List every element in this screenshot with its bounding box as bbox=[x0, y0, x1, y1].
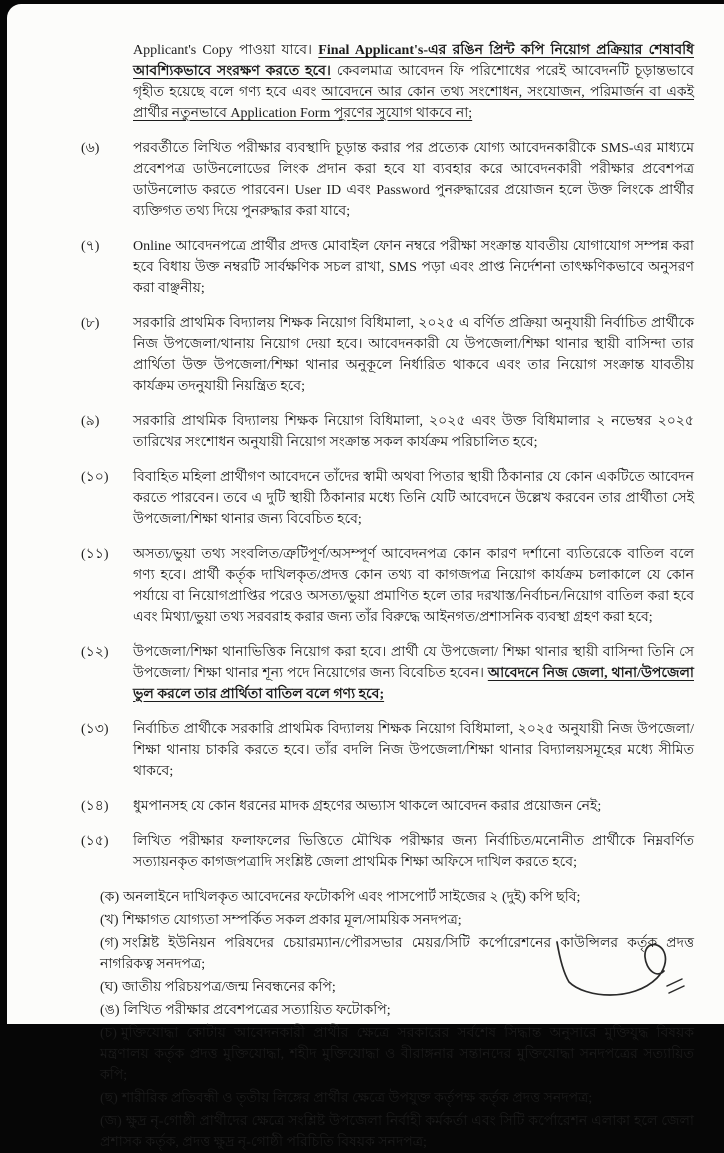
subitem-label: (গ) bbox=[100, 936, 119, 951]
intro-paragraph bbox=[133, 40, 694, 124]
item-text bbox=[133, 414, 694, 450]
list-item bbox=[81, 467, 694, 530]
text-segment: আবেদনে নিজ জেলা, থানা/উপজেলা ভুল করলে তার প্রার্থিতা বাতিল বলে গণ্য হবে; bbox=[133, 666, 694, 702]
text-segment: Final Applicant's-এর রঙিন প্রিন্ট কপি নিয়োগ প্রক্রিয়ার শেষাবধি আবশ্যিকভাবে সংরক্ষণ করতে হবে। bbox=[133, 43, 694, 79]
text-segment: অসত্য/ভুয়া তথ্য সংবলিত/ত্রুটিপূর্ণ/অসম্পূর্ণ আবেদনপত্র কোন কারণ দর্শানো ব্যতিরেকে বাতিল বলে গণ্য হবে। প্রার্থী কর্তৃক দাখিলকৃত/প্রদত্ত কোন তথ্য বা কাগজপত্র নিয়োগ কার্যক্রম চলাকালে যে কোন পর্যায়ে বা নিয়োগপ্রাপ্তির পরেও অসত্য/ভুয়া প্রমাণিত হলে তার দরখাস্ত/নির্বাচন/নিয়োগ বাতিল করা হবে এবং মিথ্যা/ভুয়া তথ্য সরবরাহ করার জন্য তাঁর বিরুদ্ধে আইনগত/প্রশাসনিক ব্যবস্থা গ্রহণ করা হবে; bbox=[133, 547, 694, 625]
item-number: (১৩) bbox=[81, 722, 109, 737]
subitem-text: শারীরিক প্রতিবন্ধী ও তৃতীয় লিঙ্গের প্রার্থীর ক্ষেত্রে উপযুক্ত কর্তৃপক্ষ কর্তৃক প্রদত্ত সনদপত্র; bbox=[121, 1091, 593, 1106]
item-text bbox=[133, 470, 694, 527]
text-segment: Applicant's Copy পাওয়া যাবে। bbox=[133, 43, 319, 58]
item-number: (১০) bbox=[81, 470, 109, 485]
subitem-label: (খ) bbox=[100, 913, 119, 928]
subitem-text: জাতীয় পরিচয়পত্র/জন্ম নিবন্ধনের কপি; bbox=[121, 980, 336, 995]
text-segment: Online আবেদনপত্রে প্রার্থীর প্রদত্ত মোবাইল ফোন নম্বরে পরীক্ষা সংক্রান্ত যাবতীয় যোগাযোগ সম্পন্ন করা হবে বিধায় উক্ত নম্বরটি সার্বক্ষণিক সচল রাখা, SMS পড়া এবং প্রাপ্ত নির্দেশনা তাৎক্ষণিকভাবে অনুসরণ করা বাঞ্ছনীয়; bbox=[133, 239, 694, 296]
list-item bbox=[81, 796, 694, 817]
subitem-text: ক্ষুদ্র নৃ-গোষ্ঠী প্রার্থীদের ক্ষেত্রে সংশ্লিষ্ট উপজেলা নির্বাহী কর্মকর্তা এবং সিটি কর্পোরেশন এলাকা হলে জেলা প্রশাসক কর্তৃক, প্রদত্ত ক্ষুদ্র নৃ-গোষ্ঠী পরিচিতি বিষয়ক সনদপত্র; bbox=[100, 1114, 694, 1150]
subitem-label: (ক) bbox=[100, 890, 120, 905]
item-text bbox=[133, 722, 694, 779]
sub-list-item bbox=[100, 1111, 694, 1153]
text-segment: সরকারি প্রাথমিক বিদ্যালয় শিক্ষক নিয়োগ বিধিমালা, ২০২৫ এ বর্ণিত প্রক্রিয়া অনুযায়ী নির্বাচিত প্রার্থীকে নিজ উপজেলা/থানায় নিয়োগ দেয়া হবে। আবেদনকারী যে উপজেলা/শিক্ষা থানার স্থায়ী বাসিন্দা তার প্রার্থিতা উক্ত উপজেলা/শিক্ষা থানার অনুকূলে নির্ধারিত থাকবে এবং তার নিয়োগ সংক্রান্ত যাবতীয় কার্যক্রম তদনুযায়ী নিয়ন্ত্রিত হবে; bbox=[133, 316, 694, 394]
sub-list-item bbox=[100, 910, 694, 931]
text-segment: কেবলমাত্র আবেদন ফি পরিশোধের পরেই আবেদনটি চূড়ান্তভাবে গৃহীত হয়েছে বলে গণ্য হবে এবং bbox=[133, 64, 694, 100]
list-item bbox=[81, 313, 694, 397]
item-number: (৯) bbox=[81, 414, 100, 429]
item-text bbox=[133, 547, 694, 625]
subitem-label: (জ) bbox=[100, 1114, 122, 1129]
subitem-label: (চ) bbox=[100, 1026, 117, 1041]
numbered-clause-list bbox=[81, 138, 694, 873]
list-item bbox=[81, 544, 694, 628]
item-number: (৭) bbox=[81, 239, 100, 254]
item-text bbox=[133, 316, 694, 394]
text-segment: সরকারি প্রাথমিক বিদ্যালয় শিক্ষক নিয়োগ বিধিমালা, ২০২৫ এবং উক্ত বিধিমালার ২ নভেম্বর ২০২৫ তারিখের সংশোধন অনুযায়ী নিয়োগ সংক্রান্ত সকল কার্যক্রম পরিচালিত হবে; bbox=[133, 414, 694, 450]
subitem-text: সংশ্লিষ্ট ইউনিয়ন পরিষদের চেয়ারম্যান/পৌরসভার মেয়র/সিটি কর্পোরেশনের কাউন্সিলর কর্তৃক প্রদত্ত নাগরিকত্ব সনদপত্র; bbox=[100, 936, 694, 972]
text-segment: উপজেলা/শিক্ষা থানাভিত্তিক নিয়োগ করা হবে। প্রার্থী যে উপজেলা/ শিক্ষা থানার স্থায়ী বাসিন্দা তিনি সে উপজেলা/ শিক্ষা থানার শূন্য পদে নিয়োগের জন্য বিবেচিত হবেন। bbox=[133, 645, 694, 681]
list-item bbox=[81, 831, 694, 873]
item-number: (১৪) bbox=[81, 799, 109, 814]
text-segment: বিবাহিত মহিলা প্রার্থীগণ আবেদনে তাঁদের স্বামী অথবা পিতার স্থায়ী ঠিকানার যে কোন একটিতে আবেদন করতে পারবেন। তবে এ দুটি স্থায়ী ঠিকানার মধ্যে তিনি যেটি আবেদনে উল্লেখ করবেন তার প্রার্থীতা সেই উপজেলা/শিক্ষা থানার জন্য বিবেচিত হবে; bbox=[133, 470, 694, 527]
item-number: (৬) bbox=[81, 141, 100, 156]
sub-list-item bbox=[100, 887, 694, 908]
text-segment: আবেদনে আর কোন তথ্য সংশোধন, সংযোজন, পরিমার্জন বা একই প্রার্থীর নতুনভাবে Application Form পূরণের সুযোগ থাকবে না; bbox=[133, 85, 694, 121]
subitem-label: (ঘ) bbox=[100, 980, 118, 995]
list-item bbox=[81, 719, 694, 782]
item-text bbox=[133, 645, 694, 702]
list-item bbox=[81, 411, 694, 453]
text-segment: নির্বাচিত প্রার্থীকে সরকারি প্রাথমিক বিদ্যালয় শিক্ষক নিয়োগ বিধিমালা, ২০২৫ অনুযায়ী নিজ উপজেলা/শিক্ষা থানায় চাকরি করতে হবে। তাঁর বদলি নিজ উপজেলা/শিক্ষা থানার বিদ্যালয়সমূহের মধ্যে সীমিত থাকবে; bbox=[133, 722, 694, 779]
text-segment: পরবর্তীতে লিখিত পরীক্ষার ব্যবস্থাদি চূড়ান্ত করার পর প্রত্যেক যোগ্য আবেদনকারীকে SMS-এর মাধ্যমে প্রবেশপত্র ডাউনলোডের লিংক প্রদান করা হবে যা ব্যবহার করে আবেদনকারী পরীক্ষার প্রবেশপত্র ডাউনলোড করতে পারবেন। User ID এবং Password পুনরুদ্ধারের প্রয়োজন হলে উক্ত লিংকে প্রার্থীর ব্যক্তিগত তথ্য দিয়ে পুনরুদ্ধার করা যাবে; bbox=[133, 141, 694, 219]
sub-list-item bbox=[100, 1088, 694, 1109]
document-page bbox=[7, 4, 724, 1150]
list-item bbox=[81, 236, 694, 299]
text-segment: ধুমপানসহ যে কোন ধরনের মাদক গ্রহণের অভ্যাস থাকলে আবেদন করার প্রয়োজন নেই; bbox=[133, 799, 602, 814]
subitem-text: অনলাইনে দাখিলকৃত আবেদনের ফটোকপি এবং পাসপোর্ট সাইজের ২ (দুই) কপি ছবি; bbox=[123, 890, 581, 905]
item-text bbox=[133, 141, 694, 219]
item-number: (১২) bbox=[81, 645, 109, 660]
subitem-label: (ছ) bbox=[100, 1091, 118, 1106]
required-documents-list bbox=[100, 887, 694, 1153]
item-text bbox=[133, 239, 694, 296]
subitem-text: শিক্ষাগত যোগ্যতা সম্পর্কিত সকল প্রকার মূল/সাময়িক সনদপত্র; bbox=[122, 913, 462, 928]
subitem-text: মুক্তিযোদ্ধা কোটায় আবেদনকারী প্রার্থীর ক্ষেত্রে সরকারের সর্বশেষ সিদ্ধান্ত অনুসারে মুক্তিযুদ্ধ বিষয়ক মন্ত্রণালয় কর্তৃক প্রদত্ত মুক্তিযোদ্ধা, শহীদ মুক্তিযোদ্ধা ও বীরাঙ্গনার সন্তানদের মুক্তিযোদ্ধা সনদপত্রের সত্যায়িত কপি; bbox=[100, 1026, 694, 1083]
item-text bbox=[133, 834, 694, 870]
item-number: (১৫) bbox=[81, 834, 109, 849]
item-text bbox=[133, 799, 601, 814]
text-segment: লিখিত পরীক্ষার ফলাফলের ভিত্তিতে মৌখিক পরীক্ষার জন্য নির্বাচিত/মনোনীত প্রার্থীকে নিম্নবর্ণিত সত্যায়নকৃত কাগজপত্রাদি সংশ্লিষ্ট জেলা প্রাথমিক শিক্ষা অফিসে দাখিল করতে হবে; bbox=[133, 834, 694, 870]
subitem-text: লিখিত পরীক্ষার প্রবেশপত্রের সত্যায়িত ফটোকপি; bbox=[123, 1003, 391, 1018]
item-number: (৮) bbox=[81, 316, 100, 331]
list-item bbox=[81, 642, 694, 705]
signature-scribble-icon bbox=[547, 932, 697, 1010]
sub-list-item bbox=[100, 1023, 694, 1086]
item-number: (১১) bbox=[81, 547, 109, 562]
signature-mark bbox=[547, 932, 697, 1010]
subitem-label: (ঙ) bbox=[100, 1003, 120, 1018]
list-item bbox=[81, 138, 694, 222]
